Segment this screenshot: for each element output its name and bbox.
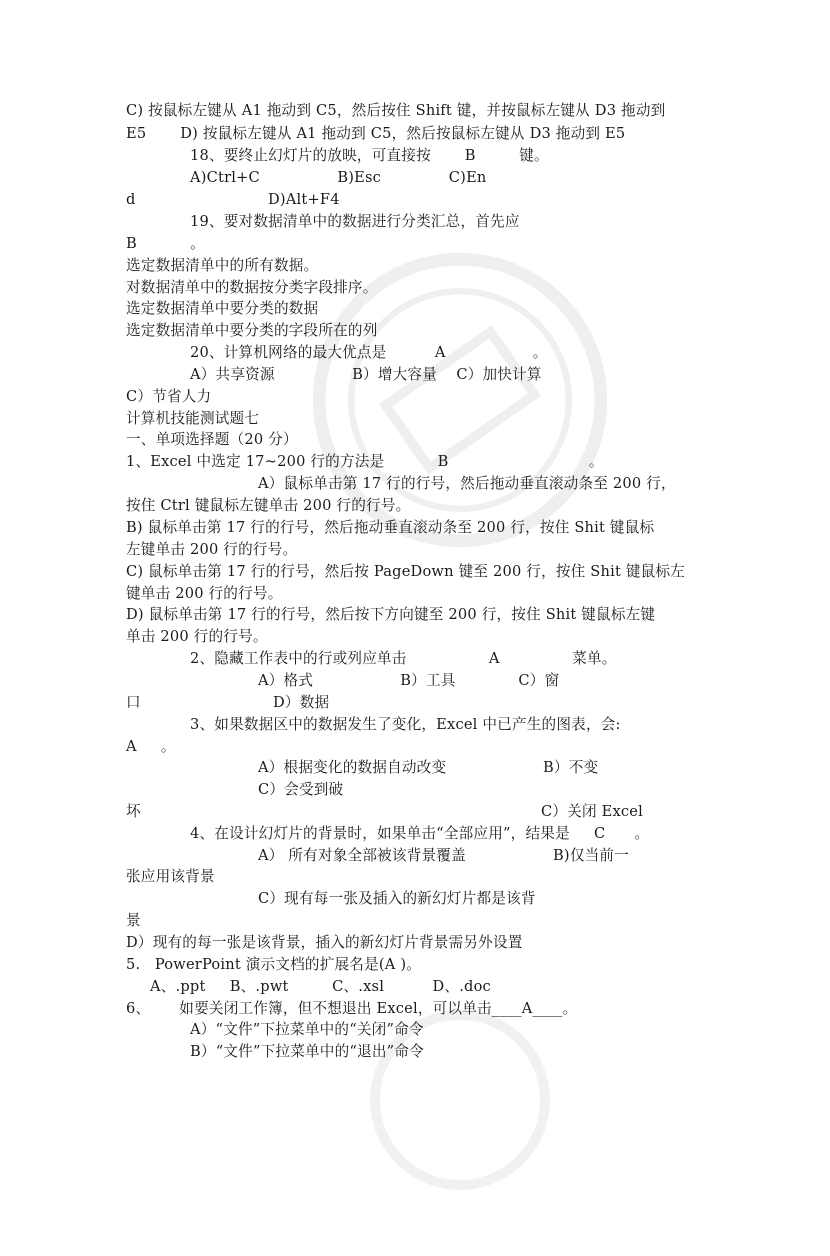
text-line: D)Alt+F4 bbox=[268, 191, 340, 208]
text-line: A）鼠标单击第 17 行的行号，然后拖动垂直滚动条至 200 行， bbox=[258, 475, 676, 492]
text-line: C) 按鼠标左键从 A1 拖动到 C5，然后按住 Shift 键，并按鼠标左键从 D3 拖动到 bbox=[126, 102, 666, 119]
text-fragment: 口 bbox=[126, 694, 141, 711]
text-line: A）共享资源 B）增大容量 C）加快计算 bbox=[190, 366, 542, 383]
question-3: 3、如果数据区中的数据发生了变化，Excel 中已产生的图表，会: bbox=[190, 716, 621, 733]
text-line: A）格式 B）工具 C）窗 bbox=[258, 672, 560, 689]
text-line: C）现有每一张及插入的新幻灯片都是该背 bbox=[258, 890, 536, 907]
text-line: A、.ppt B、.pwt C、.xsl D、.doc bbox=[150, 978, 491, 995]
text-line: 张应用该背景 bbox=[126, 868, 215, 885]
text-line: D）现有的每一张是该背景，插入的新幻灯片背景需另外设置 bbox=[126, 934, 523, 951]
text-line: B）“文件”下拉菜单中的“退出”命令 bbox=[190, 1043, 424, 1060]
question-5: 5. PowerPoint 演示文档的扩展名是(A )。 bbox=[126, 956, 422, 973]
text-fragment: 坏 bbox=[126, 803, 141, 820]
text-line: D) 鼠标单击第 17 行的行号，然后按下方向键至 200 行，按住 Shit 键鼠标左键 bbox=[126, 606, 656, 623]
text-line: C）关闭 Excel bbox=[541, 803, 643, 820]
question-4: 4、在设计幻灯片的背景时，如果单击“全部应用”，结果是 C 。 bbox=[190, 825, 650, 842]
question-20: 20、计算机网络的最大优点是 A 。 bbox=[190, 344, 548, 361]
text-line: 对数据清单中的数据按分类字段排序。 bbox=[126, 279, 378, 296]
watermark-seal-icon bbox=[237, 177, 683, 623]
text-line: 单击 200 行的行号。 bbox=[126, 628, 268, 645]
text-line: 左键单击 200 行的行号。 bbox=[126, 541, 298, 558]
text-line: 选定数据清单中的所有数据。 bbox=[126, 257, 319, 274]
question-18: 18、要终止幻灯片的放映，可直接按 B 键。 bbox=[190, 147, 549, 164]
text-line: 选定数据清单中要分类的数据 bbox=[126, 300, 319, 317]
question-19: 19、要对数据清单中的数据进行分类汇总，首先应 bbox=[190, 213, 520, 230]
text-line: A)Ctrl+C B)Esc C)En bbox=[190, 169, 487, 186]
text-fragment: d bbox=[126, 191, 136, 208]
text-line: 按住 Ctrl 键鼠标左键单击 200 行的行号。 bbox=[126, 497, 411, 514]
question-6: 6、 如要关闭工作簿，但不想退出 Excel，可以单击____A____。 bbox=[126, 1000, 578, 1017]
question-2: 2、隐藏工作表中的行或列应单击 A 菜单。 bbox=[190, 650, 617, 667]
text-line: 键单击 200 行的行号。 bbox=[126, 585, 283, 602]
text-line: D）数据 bbox=[273, 694, 330, 711]
question-1: 1、Excel 中选定 17~200 行的方法是 B 。 bbox=[126, 453, 604, 470]
text-line: C）会受到破 bbox=[258, 781, 344, 798]
section-title: 计算机技能测试题七 bbox=[126, 410, 260, 427]
text-line: E5 D) 按鼠标左键从 A1 拖动到 C5，然后按鼠标左键从 D3 拖动到 E5 bbox=[126, 125, 626, 142]
text-line: B) 鼠标单击第 17 行的行号，然后拖动垂直滚动条至 200 行，按住 Shit 键鼠标 bbox=[126, 519, 655, 536]
text-line: 选定数据清单中要分类的字段所在的列 bbox=[126, 322, 378, 339]
section-subtitle: 一、单项选择题（20 分） bbox=[126, 431, 298, 448]
text-line: C) 鼠标单击第 17 行的行号，然后按 PageDown 键至 200 行，按住 Shit 键鼠标左 bbox=[126, 563, 686, 580]
text-line: A）“文件”下拉菜单中的“关闭”命令 bbox=[190, 1021, 424, 1038]
text-line: A） 所有对象全部被该背景覆盖 B)仅当前一 bbox=[258, 847, 629, 864]
text-line: 景 bbox=[126, 912, 141, 929]
text-line: A 。 bbox=[126, 738, 176, 755]
text-line: C）节省人力 bbox=[126, 388, 212, 405]
text-line: B 。 bbox=[126, 235, 205, 252]
text-line: A）根据变化的数据自动改变 B）不变 bbox=[258, 759, 599, 776]
